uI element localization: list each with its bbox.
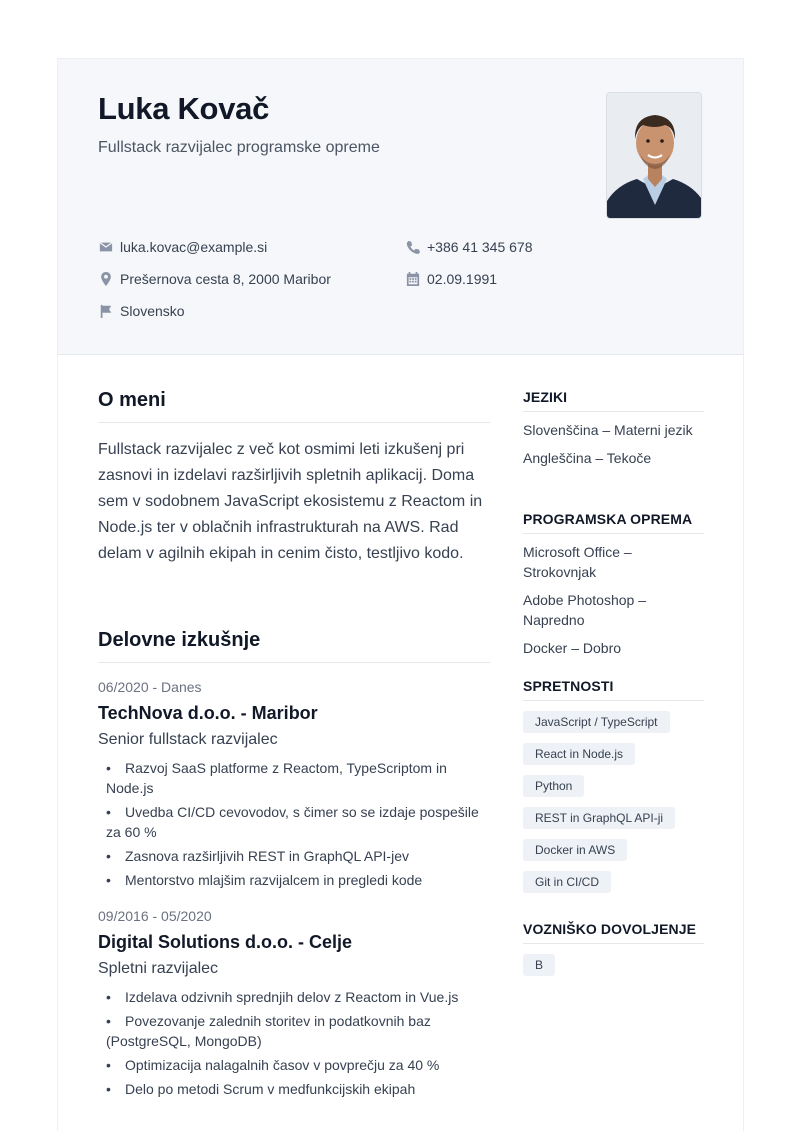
job-bullet: • Razvoj SaaS platforme z Reactom, TypeScriptom in Node.js [106,760,447,796]
license-section [523,921,704,976]
about-section [98,389,490,567]
license-tags [523,944,704,976]
phone-icon [405,240,420,255]
job-bullet: • Delo po metodi Scrum v medfunkcijskih ekipah [106,1081,416,1097]
skill-tag: Git in CI/CD [523,871,611,893]
skill-tag: Docker in AWS [523,839,627,861]
skill-tag: React in Node.js [523,743,635,765]
contact-phone[interactable] [405,239,533,255]
cv-header [58,59,743,355]
calendar-icon [405,272,420,287]
contact-birthdate [405,271,497,287]
skills-section [523,678,704,893]
contact-address [98,271,331,287]
languages-heading: JEZIKI [523,389,704,412]
languages-section [523,389,704,468]
skills-heading: SPRETNOSTI [523,678,704,701]
contact-address-text: Prešernova cesta 8, 2000 Maribor [120,271,331,287]
software-item: Microsoft Office – Strokovnjak [523,544,632,580]
contact-country [98,303,185,319]
experience-section [98,629,490,1103]
map-pin-icon [98,272,113,287]
software-section [523,511,704,658]
job-bullet: • Povezovanje zalednih storitev in podatkovnih baz (PostgreSQL, MongoDB) [106,1013,431,1049]
job-role: Spletni razvijalec [98,960,219,977]
contact-email-text: luka.kovac@example.si [120,239,268,255]
software-item: Adobe Photoshop – Napredno [523,592,646,628]
person-name: Luka Kovač [98,91,270,126]
person-title: Fullstack razvijalec programske opreme [98,139,380,156]
job-bullet: • Zasnova razširljivih REST in GraphQL API-jev [106,848,409,864]
contact-email[interactable] [98,239,267,255]
job-role: Senior fullstack razvijalec [98,731,278,748]
software-heading: PROGRAMSKA OPREMA [523,511,704,534]
license-tag: B [523,954,555,976]
about-text: Fullstack razvijalec z več kot osmimi leti izkušenj pri zasnovi in izdelavi razširljivih spletnih aplikacij. Doma sem v sodobnem JavaScript ekosistemu z Reactom in Node.js ter v oblačnih infrastrukturah na AWS. Rad delam v agilnih ekipah in cenim čisto, testljivo kodo. [98,441,483,562]
job-bullet: • Optimizacija nalagalnih časov v povprečju za 40 % [106,1057,440,1073]
job-bullets [98,758,490,890]
contact-phone-text: +386 41 345 678 [427,239,533,255]
experience-heading: Delovne izkušnje [98,629,490,663]
envelope-icon [98,240,113,255]
job-bullet: • Mentorstvo mlajšim razvijalcem in pregledi kode [106,872,423,888]
job-period: 09/2016 - 05/2020 [98,908,212,924]
job-bullet: • Izdelava odzivnih sprednjih delov z Reactom in Vue.js [106,989,459,1005]
contact-birthdate-text: 02.09.1991 [427,271,498,287]
skill-tag: Python [523,775,584,797]
job-bullets [98,987,490,1099]
language-item: Angleščina – Tekoče [523,450,652,466]
language-item: Slovenščina – Materni jezik [523,422,693,438]
profile-photo [606,92,702,219]
about-heading: O meni [98,389,490,423]
job-bullet: • Uvedba CI/CD cevovodov, s čimer so se izdaje pospešile za 60 % [106,804,479,840]
skills-tags [523,701,704,893]
contact-country-text: Slovensko [120,303,185,319]
skill-tag: REST in GraphQL API-ji [523,807,675,829]
job-entry [98,679,490,890]
cv-page [57,58,744,1131]
job-entry [98,908,490,1099]
job-period: 06/2020 - Danes [98,679,202,695]
skill-tag: JavaScript / TypeScript [523,711,670,733]
flag-icon [98,304,113,319]
job-company: TechNova d.o.o. - Maribor [98,703,318,723]
software-item: Docker – Dobro [523,640,622,656]
job-company: Digital Solutions d.o.o. - Celje [98,932,353,952]
license-heading: VOZNIŠKO DOVOLJENJE [523,921,704,944]
